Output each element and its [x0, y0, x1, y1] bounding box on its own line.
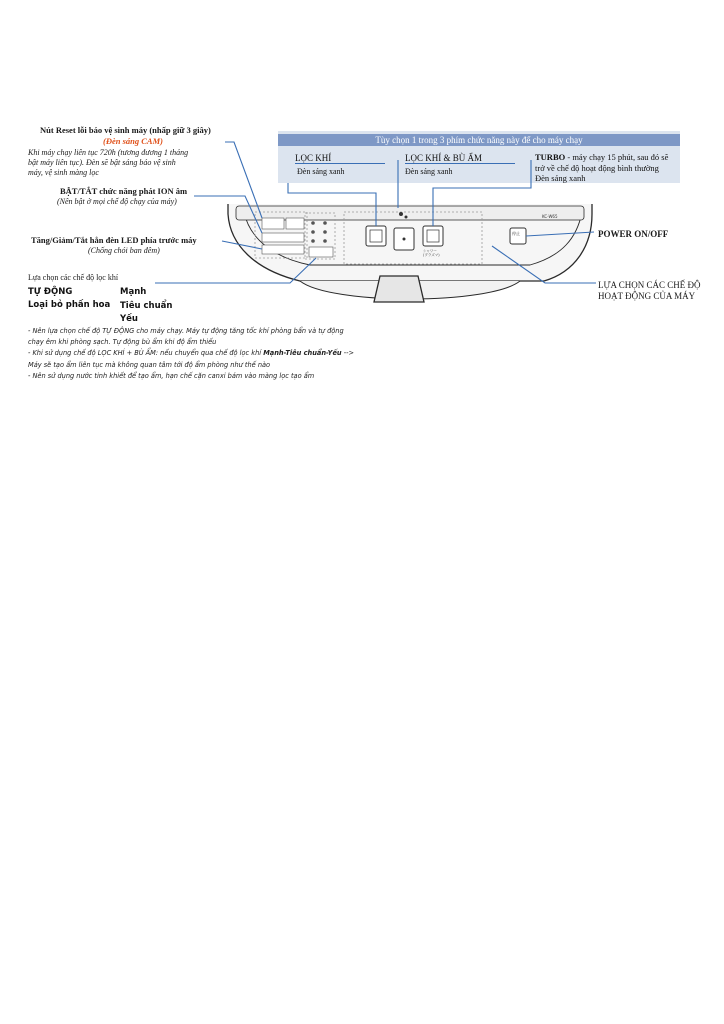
- filter-mode-button[interactable]: [309, 247, 333, 257]
- reset-desc-0: Khi máy chạy liên tục 720h (tương đương 1 tháng: [28, 148, 189, 157]
- mode-turbo-desc-2: Đèn sáng xanh: [535, 173, 586, 183]
- reset-title: Nút Reset lỗi báo vệ sinh máy (nhấp giữ 3 giây): [40, 125, 211, 135]
- mode-turbo-desc-1: trở về chế độ hoạt động bình thường: [535, 162, 659, 173]
- modes-select-1: HOẠT ĐỘNG CỦA MÁY: [598, 291, 696, 301]
- filter-mode-weak: Yếu: [120, 314, 138, 324]
- mode-panel-header: Tùy chọn 1 trong 3 phím chức năng này để cho máy chạy: [278, 134, 680, 146]
- note-2-arrow: -->: [341, 349, 355, 358]
- filter-mode-auto: TỰ ĐỘNG: [28, 287, 73, 297]
- note-0: - Nên lựa chọn chế độ TỰ ĐỘNG cho máy chạy. Máy tự động tăng tốc khí phòng bẩn và tự động: [28, 327, 344, 335]
- shower-label-0: シャワー: [423, 249, 437, 253]
- ion-button[interactable]: [262, 233, 304, 242]
- led-desc: (Chống chói ban đêm): [88, 246, 160, 255]
- note-4: - Nên sử dụng nước tinh khiết để tạo ẩm, hạn chế cặn canxi bám vào màng lọc tạo ẩm: [28, 371, 315, 380]
- reset-button[interactable]: [262, 218, 284, 229]
- filter-mode-strong: Mạnh: [120, 287, 147, 297]
- mode-air-humid-title: LỌC KHÍ & BÙ ẨM: [405, 153, 515, 164]
- reset-desc-2: máy, vệ sinh màng lọc: [28, 168, 99, 177]
- filter-mode-standard: Tiêu chuẩn: [120, 300, 173, 311]
- shower-label: [423, 249, 440, 257]
- power-label: POWER ON/OFF: [598, 229, 669, 239]
- filter-modes-title: Lựa chọn các chế độ lọc khí: [28, 273, 119, 282]
- shower-label-1: (プラズマ): [423, 253, 440, 257]
- mode-air-humid-sub: Đèn sáng xanh: [405, 167, 453, 176]
- mode-turbo-title: TURBO: [535, 152, 566, 162]
- stop-label: 停止: [512, 231, 520, 236]
- note-3: Máy sẽ tạo ẩm liên tục mà không quan tâm tới độ ẩm phòng như thế nào: [28, 360, 271, 369]
- mode-air-filter-title: LỌC KHÍ: [295, 153, 385, 164]
- note-2-text: - Khi sử dụng chế độ LỌC KHÍ + BÙ ẨM: nếu chuyển qua chế độ lọc khí: [28, 349, 264, 358]
- turbo-button[interactable]: [423, 226, 443, 246]
- modes-select-0: LỰA CHỌN CÁC CHẾ ĐỘ: [598, 280, 701, 290]
- reset-light: (Đèn sáng CAM): [103, 136, 163, 146]
- ion-desc: (Nên bật ở mọi chế độ chạy của máy): [57, 197, 177, 206]
- mode-air-filter-sub: Đèn sáng xanh: [297, 167, 345, 176]
- led-button[interactable]: [262, 245, 304, 254]
- model-label: KC-W65: [542, 214, 558, 219]
- plasma-button[interactable]: [286, 218, 304, 229]
- note-2-modes: Mạnh-Tiêu chuẩn-Yếu: [263, 349, 342, 358]
- filter-mode-pollen: Loại bỏ phấn hoa: [28, 300, 111, 310]
- air-filter-button[interactable]: [366, 226, 386, 246]
- device-diagram: [0, 0, 724, 400]
- led-title: Tăng/Giảm/Tắt hẳn đèn LED phía trước máy: [31, 235, 197, 245]
- note-1: chạy êm khi phòng sạch. Tự động bù ẩm khi độ ẩm thiếu: [28, 338, 217, 347]
- mode-turbo-desc-0: - máy chạy 15 phút, sau đó sẽ: [565, 152, 669, 162]
- reset-desc-1: bật máy liên tục). Đèn sẽ bật sáng báo vệ sinh: [28, 158, 176, 167]
- ion-title: BẬT/TẮT chức năng phát ION âm: [60, 186, 188, 196]
